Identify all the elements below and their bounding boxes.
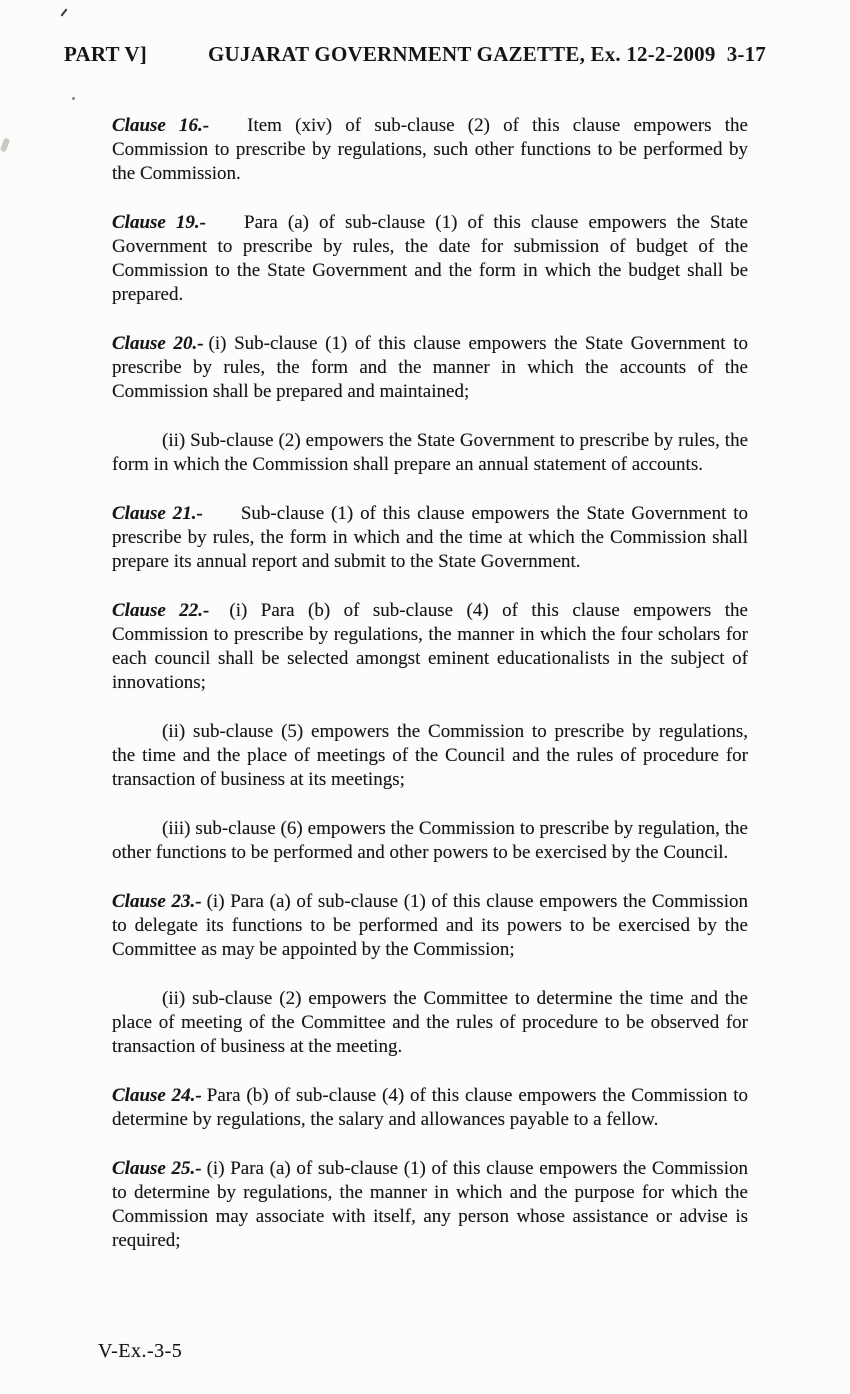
clause-23-item-ii-text: (ii) sub-clause (2) empowers the Committee to determine the time and the place of meeting of the Committee and the rules of procedure to be observed for transaction of business at the meeting. [112,988,748,1057]
label-gap [206,227,244,228]
header-title: GUJARAT GOVERNMENT GAZETTE, Ex. 12-2-2009 [208,42,716,66]
clause-19-paragraph [112,211,748,307]
clause-16-text: Item (xiv) of sub-clause (2) of this clause empowers the Commission to prescribe by regulations, such other functions to be performed by the Commission. [112,115,748,184]
label-gap [203,518,241,519]
clause-22-item-i-paragraph [112,599,748,695]
clause-24-text: Para (b) of sub-clause (4) of this clause empowers the Commission to determine by regulations, the salary and allowances payable to a fellow. [112,1085,748,1130]
clause-21-paragraph [112,502,748,574]
clause-24-label: Clause 24.- [112,1085,202,1106]
clause-22-item-ii-paragraph [112,720,748,792]
clause-22-item-i-text: (i) Para (b) of sub-clause (4) of this clause empowers the Commission to prescribe by regulations, the manner in which the four scholars for each council shall be selected amongst eminent educationalists in the subject of innovations; [112,600,748,693]
signature-mark: V-Ex.-3-5 [98,1340,183,1362]
clause-21-text: Sub-clause (1) of this clause empowers the State Government to prescribe by rules, the form in which and the time at which the Commission shall prepare its annual report and submit to the State Government. [112,503,748,572]
clause-19-text: Para (a) of sub-clause (1) of this clause empowers the State Government to prescribe by rules, the date for submission of budget of the Commission to the State Government and the form in which the budget shall be prepared. [112,212,748,305]
clause-23-item-ii-paragraph [112,987,748,1059]
clause-22-item-ii-text: (ii) sub-clause (5) empowers the Commission to prescribe by regulations, the time and the place of meetings of the Council and the rules of procedure for transaction of business at its meetings; [112,721,748,790]
document-body [112,114,748,1278]
clause-22-label: Clause 22.- [112,600,210,621]
label-gap [209,615,229,616]
clause-20-item-ii-text: (ii) Sub-clause (2) empowers the State Government to prescribe by rules, the form in which the Commission shall prepare an annual statement of accounts. [112,430,748,475]
clause-19-label: Clause 19.- [112,212,207,233]
clause-23-label: Clause 23.- [112,891,202,912]
clause-23-item-i-text: (i) Para (a) of sub-clause (1) of this clause empowers the Commission to delegate its functions to be performed and its powers to be exercised by the Committee as may be appointed by the Commission; [112,891,748,960]
clause-25-label: Clause 25.- [112,1158,202,1179]
scan-artifact [72,97,75,100]
clause-22-item-iii-text: (iii) sub-clause (6) empowers the Commission to prescribe by regulation, the other functions to be performed and other powers to be exercised by the Council. [112,818,748,863]
header-part-label: PART V] [64,42,147,66]
page-header [0,42,850,70]
clause-16-label: Clause 16.- [112,115,210,136]
clause-24-paragraph [112,1084,748,1132]
scan-artifact [60,8,67,16]
clause-20-item-i-paragraph [112,332,748,404]
clause-25-item-i-text: (i) Para (a) of sub-clause (1) of this clause empowers the Commission to determine by regulations, the manner in which and the purpose for which the Commission may associate with itself, any person whose assistance or advise is required; [112,1158,748,1251]
clause-20-item-i-text: (i) Sub-clause (1) of this clause empowers the State Government to prescribe by rules, the form and the manner in which the accounts of the Commission shall be prepared and maintained; [112,333,748,402]
clause-16-paragraph [112,114,748,186]
clause-21-label: Clause 21.- [112,503,203,524]
label-gap [209,130,247,131]
header-page-number: 3-17 [726,42,766,66]
clause-23-item-i-paragraph [112,890,748,962]
scan-artifact [0,137,10,152]
clause-20-item-ii-paragraph [112,429,748,477]
clause-25-item-i-paragraph [112,1157,748,1253]
clause-22-item-iii-paragraph [112,817,748,865]
clause-20-label: Clause 20.- [112,333,204,354]
